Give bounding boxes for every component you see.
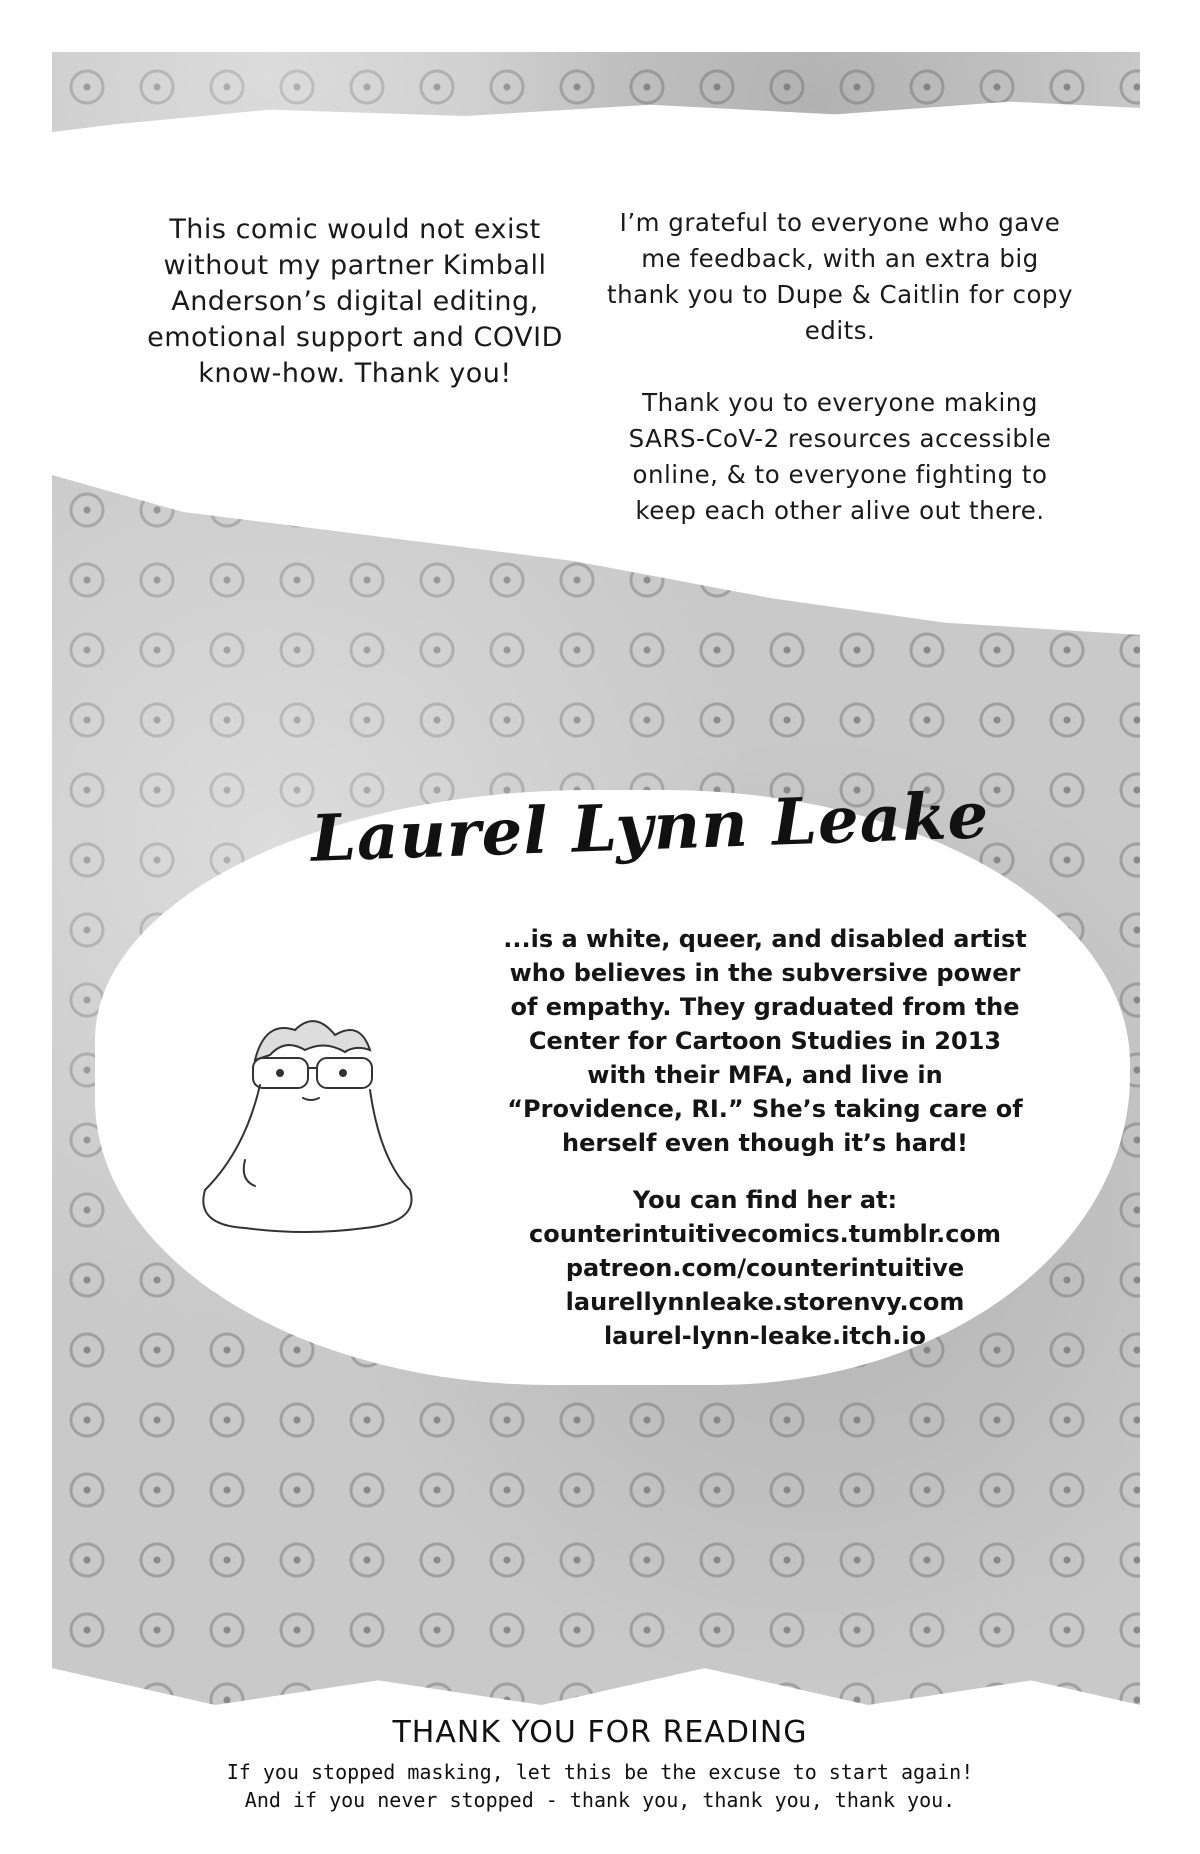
- author-links-block: [495, 1183, 1035, 1353]
- masking-line: If you stopped masking, let this be the excuse to start again!: [226, 1760, 974, 1784]
- mouth: [303, 1098, 319, 1100]
- partner-credit-text: This comic would not exist without my partner Kimball Anderson’s digital editing, emotional support and COVID know-how. Thank you!: [147, 214, 563, 389]
- link-itchio[interactable]: laurel-lynn-leake.itch.io: [603, 1322, 927, 1350]
- blob-arm: [244, 1160, 255, 1186]
- author-bio-text: ...is a white, queer, and disabled artist who believes in the subversive power of empathy. They graduated from the Center for Cartoon Studies in 2013 with their MFA, and live in “Providence, RI.” She’s taking care of herself even though it’s hard!: [503, 925, 1027, 1157]
- feedback-credit-text: [605, 205, 1075, 529]
- link-tumblr[interactable]: counterintuitivecomics.tumblr.com: [529, 1220, 1001, 1248]
- find-heading: You can find her at:: [632, 1186, 898, 1214]
- thank-you-heading: THANK YOU FOR READING: [392, 1715, 808, 1750]
- gratitude-line: And if you never stopped - thank you, thank you, thank you.: [244, 1788, 956, 1812]
- right-eye: [340, 1070, 346, 1076]
- feedback-paragraph: I’m grateful to everyone who gave me feedback, with an extra big thank you to Dupe & Caitlin for copy edits.: [607, 208, 1073, 345]
- top-watercolor-virus-pattern: [52, 52, 1140, 132]
- link-patreon[interactable]: patreon.com/counterintuitive: [565, 1254, 965, 1282]
- author-blob-portrait: [185, 990, 435, 1240]
- blob-body: [203, 1085, 411, 1232]
- hair-scribble: [255, 1021, 370, 1060]
- left-eye: [277, 1070, 283, 1076]
- resources-paragraph: Thank you to everyone making SARS-CoV-2 resources accessible online, & to everyone fighting to keep each other alive out there.: [628, 388, 1052, 525]
- author-name-heading: Laurel Lynn Leake: [309, 778, 991, 877]
- link-storenvy[interactable]: laurellynnleake.storenvy.com: [565, 1288, 965, 1316]
